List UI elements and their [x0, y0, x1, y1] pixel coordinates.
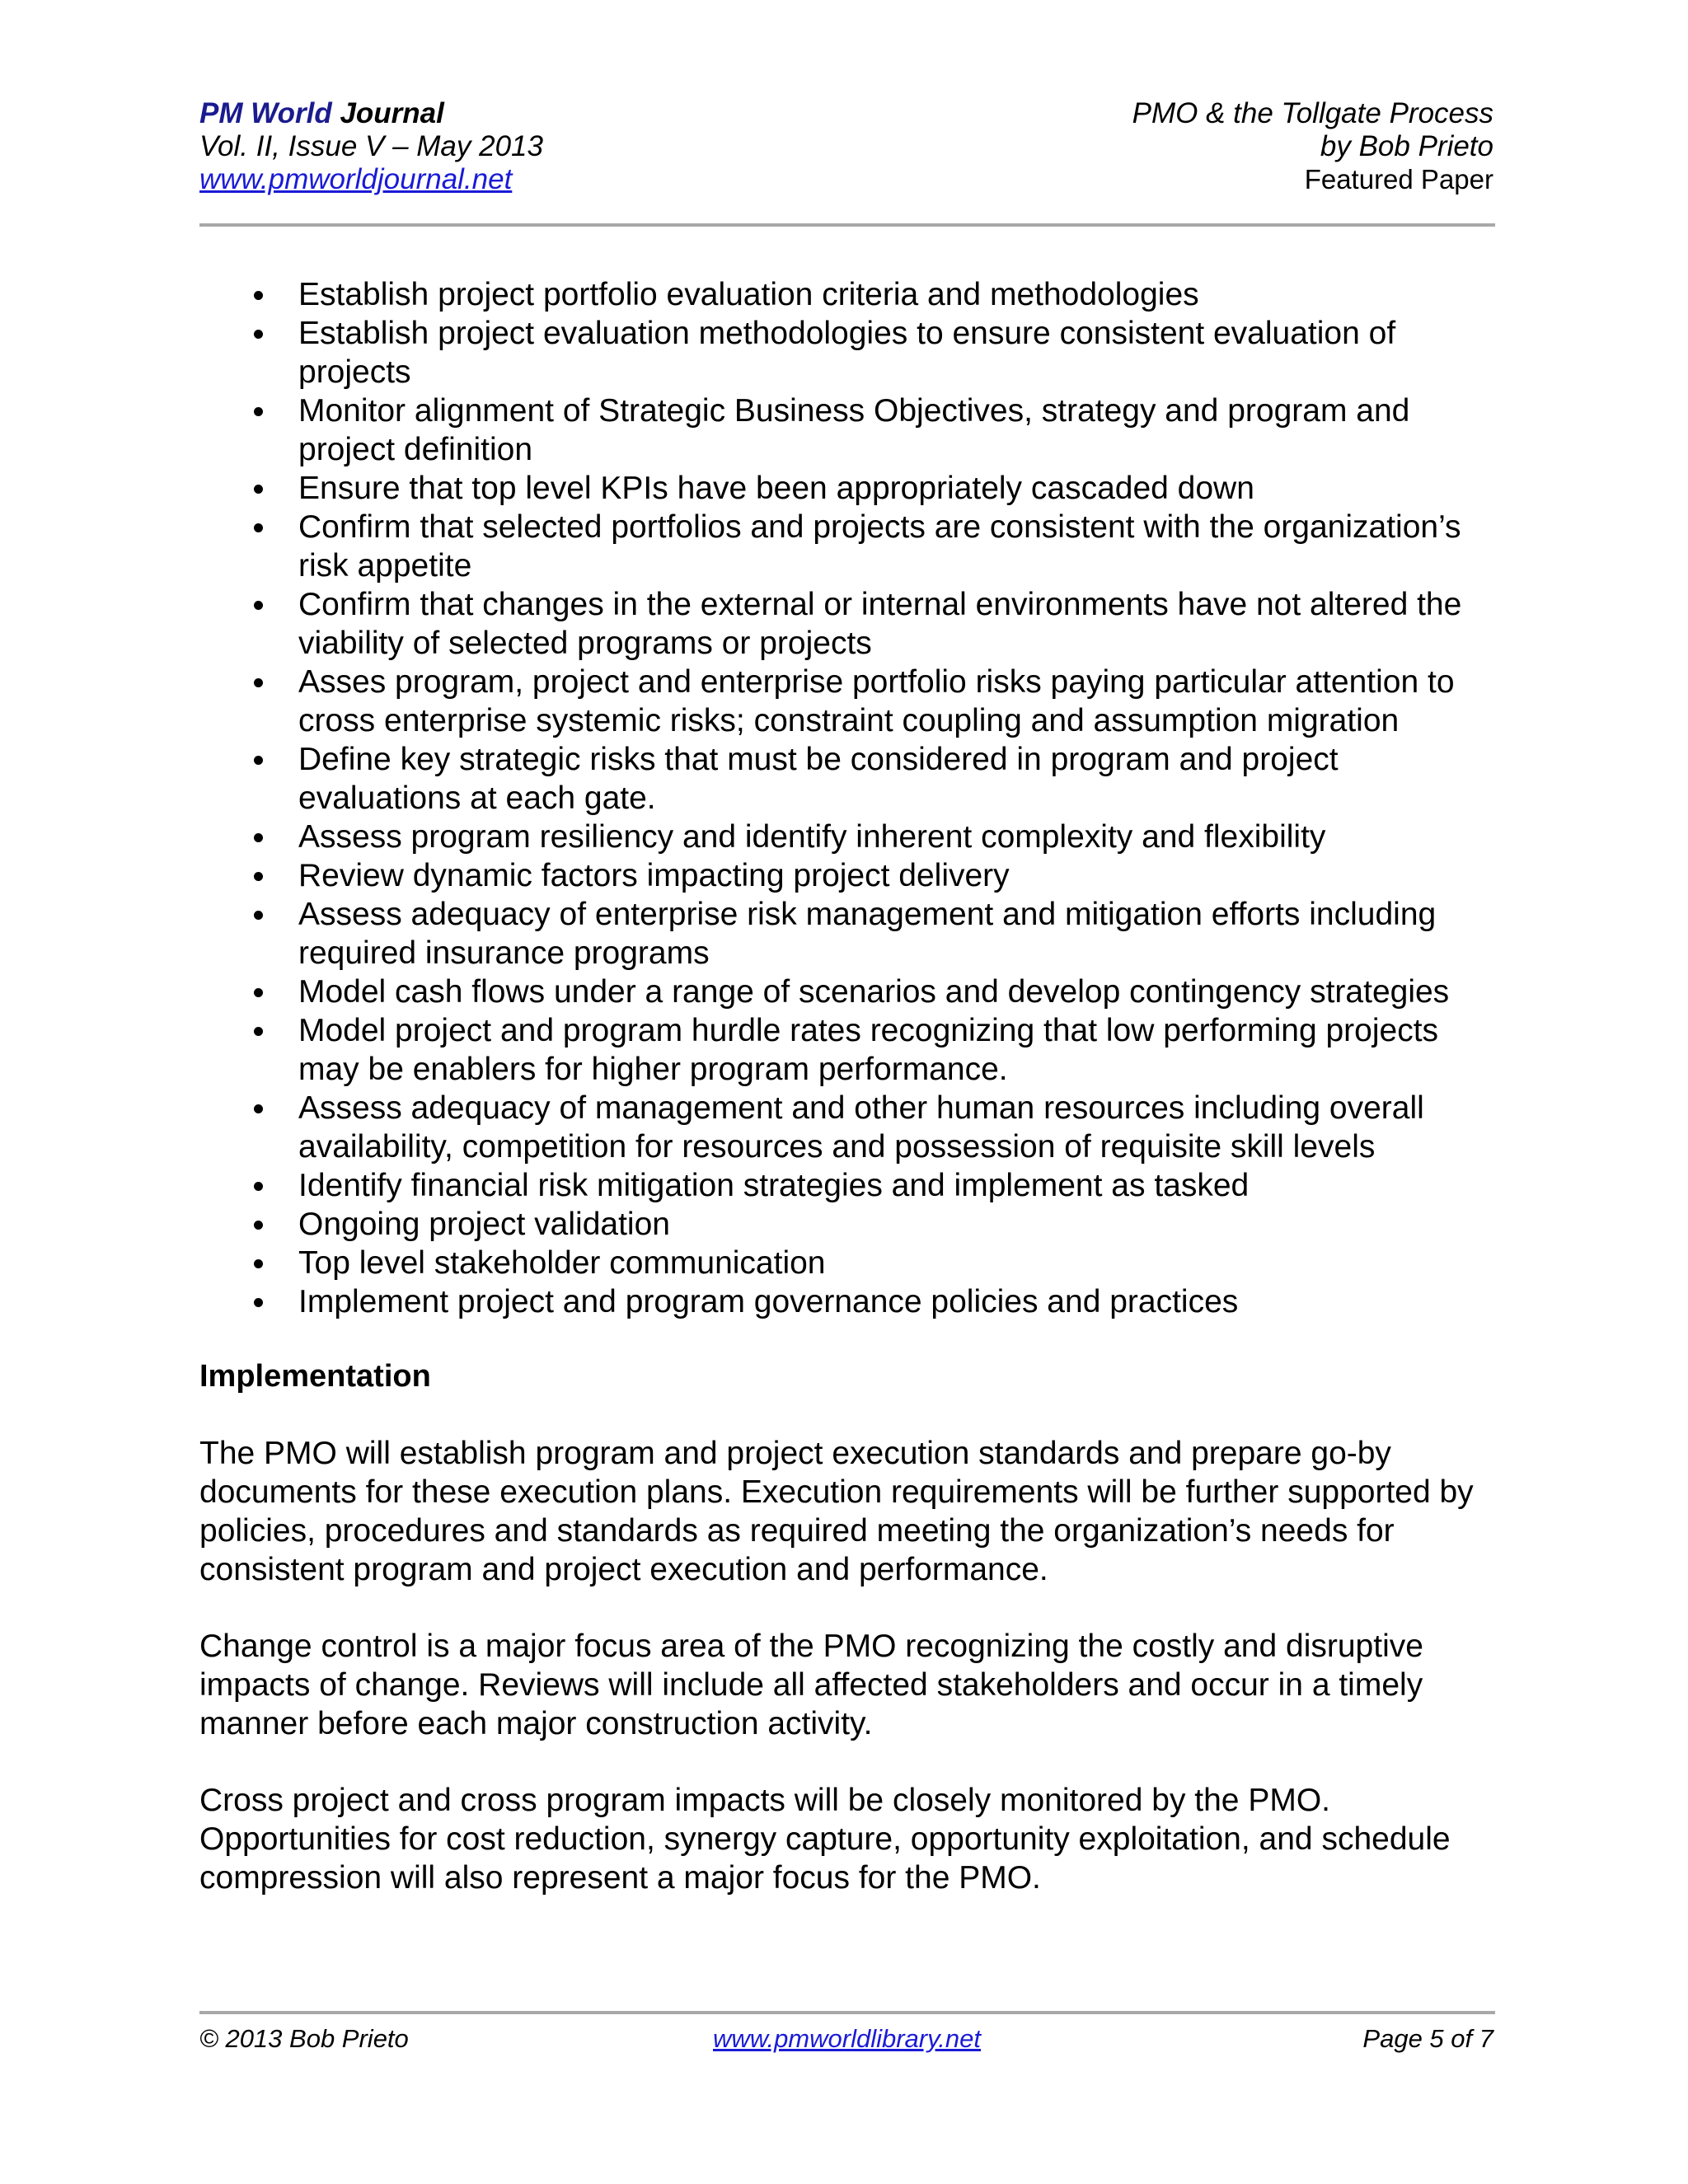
list-item	[199, 1282, 1502, 1321]
page-header	[199, 97, 1493, 229]
bullet-icon	[254, 291, 263, 300]
list-item	[199, 585, 1502, 663]
list-item-text: Establish project evaluation methodologies to ensure consistent evaluation of projects	[298, 316, 1396, 390]
list-item	[199, 818, 1502, 856]
bullet-icon	[254, 756, 263, 765]
list-item-text: Asses program, project and enterprise portfolio risks paying particular attention to cross enterprise systemic risks; constraint coupling and assumption migration	[298, 664, 1455, 738]
list-item	[199, 663, 1502, 740]
list-item-text: Confirm that selected portfolios and projects are consistent with the organization’s risk appetite	[298, 509, 1461, 583]
bullet-icon	[254, 485, 263, 494]
list-item-text: Assess program resiliency and identify inherent complexity and flexibility	[298, 819, 1326, 855]
article-title: PMO & the Tollgate Process	[1132, 97, 1493, 129]
article-category: Featured Paper	[1304, 164, 1493, 194]
main-content	[199, 275, 1502, 1935]
list-item-text: Define key strategic risks that must be considered in program and project evaluations at each gate.	[298, 742, 1339, 816]
bullet-icon	[254, 1221, 263, 1230]
bullet-icon	[254, 1259, 263, 1268]
paragraph-change-control: Change control is a major focus area of the PMO recognizing the costly and disruptive impacts of change. Reviews will include all affected stakeholders and occur in a timely manner before each major construction activity.	[199, 1629, 1423, 1741]
list-item-text: Confirm that changes in the external or internal environments have not altered the viability of selected programs or projects	[298, 587, 1462, 661]
list-item	[199, 895, 1502, 972]
bullet-icon	[254, 1298, 263, 1307]
journal-url-link[interactable]: www.pmworldjournal.net	[199, 163, 513, 195]
journal-word: Journal	[331, 97, 444, 129]
article-author: by Bob Prieto	[1320, 130, 1493, 162]
list-item-text: Review dynamic factors impacting project delivery	[298, 858, 1010, 893]
bullet-icon	[254, 678, 263, 687]
page-footer	[199, 2022, 1493, 2060]
list-item	[199, 275, 1502, 314]
header-right	[1132, 97, 1493, 196]
bullet-icon	[254, 523, 263, 532]
list-item-text: Assess adequacy of management and other human resources including overall availability, competition for resources and possession of requisite skill levels	[298, 1090, 1424, 1165]
bullet-icon	[254, 330, 263, 339]
list-item-text: Establish project portfolio evaluation criteria and methodologies	[298, 277, 1199, 312]
list-item-text: Identify financial risk mitigation strategies and implement as tasked	[298, 1168, 1250, 1203]
list-item	[199, 1166, 1502, 1205]
list-item	[199, 1011, 1502, 1089]
list-item-text: Assess adequacy of enterprise risk management and mitigation efforts including required insurance programs	[298, 897, 1437, 971]
bullet-icon	[254, 601, 263, 610]
bullet-icon	[254, 833, 263, 842]
list-item	[199, 1205, 1502, 1244]
journal-title	[199, 97, 543, 130]
bullet-list	[199, 275, 1502, 1321]
footer-library-link[interactable]: www.pmworldlibrary.net	[713, 2024, 982, 2053]
list-item	[199, 740, 1502, 818]
list-item	[199, 972, 1502, 1011]
list-item	[199, 391, 1502, 469]
bullet-icon	[254, 988, 263, 997]
footer-page-number: Page 5 of 7	[1362, 2024, 1493, 2053]
bullet-icon	[254, 872, 263, 881]
paragraph-execution-standards: The PMO will establish program and project execution standards and prepare go-by documents for these execution plans. Execution requirements will be further supported by policies, procedures and standards as required meeting the organization’s needs for consistent program and project execution and performance.	[199, 1436, 1474, 1587]
bullet-icon	[254, 1182, 263, 1191]
header-left	[199, 97, 543, 196]
list-item-text: Monitor alignment of Strategic Business Objectives, strategy and program and project definition	[298, 393, 1410, 467]
bullet-icon	[254, 1027, 263, 1036]
list-item-text: Top level stakeholder communication	[298, 1245, 826, 1281]
bullet-icon	[254, 1104, 263, 1113]
journal-brand: PM World	[199, 97, 332, 129]
list-item-text: Ensure that top level KPIs have been appropriately cascaded down	[298, 471, 1254, 506]
footer-copyright: © 2013 Bob Prieto	[199, 2024, 409, 2053]
list-item-text: Implement project and program governance policies and practices	[298, 1284, 1239, 1319]
list-item	[199, 856, 1502, 895]
list-item	[199, 1244, 1502, 1282]
list-item-text: Model cash flows under a range of scenarios and develop contingency strategies	[298, 974, 1450, 1010]
list-item	[199, 1089, 1502, 1166]
list-item	[199, 314, 1502, 391]
footer-divider	[199, 2011, 1495, 2014]
header-divider	[199, 223, 1495, 227]
journal-issue: Vol. II, Issue V – May 2013	[199, 130, 543, 162]
list-item-text: Ongoing project validation	[298, 1207, 670, 1242]
list-item	[199, 508, 1502, 585]
bullet-icon	[254, 407, 263, 416]
bullet-icon	[254, 911, 263, 920]
list-item	[199, 469, 1502, 508]
paragraph-cross-project: Cross project and cross program impacts will be closely monitored by the PMO. Opportunities for cost reduction, synergy capture, opportunity exploitation, and schedule compression will also represent a major focus for the PMO.	[199, 1783, 1451, 1896]
section-heading: Implementation	[199, 1359, 431, 1394]
list-item-text: Model project and program hurdle rates recognizing that low performing projects may be enablers for higher program performance.	[298, 1013, 1439, 1087]
